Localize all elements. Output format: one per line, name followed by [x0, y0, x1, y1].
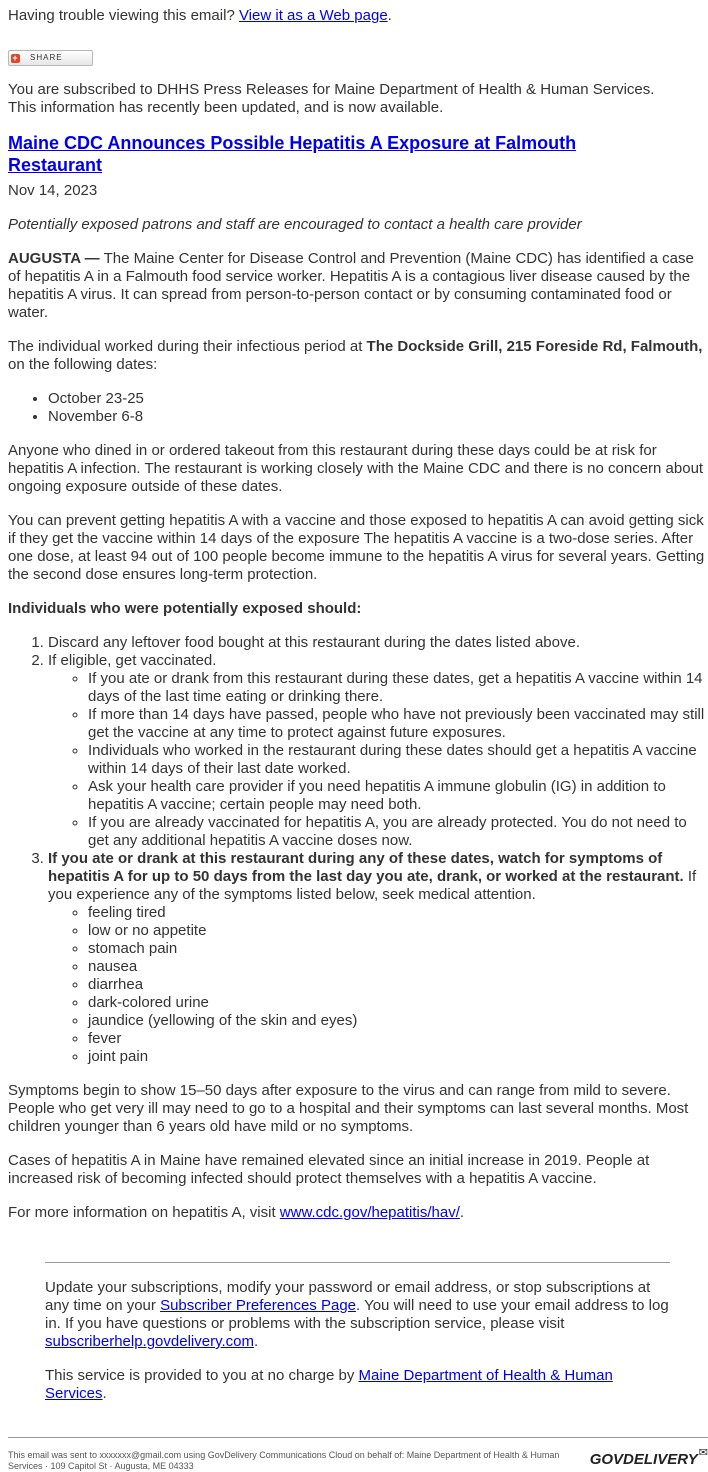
bottom-bar	[8, 1437, 708, 1472]
subscription-notice	[8, 81, 708, 117]
list-item: ◦ If more than 14 days have passed, people who have not previously been vaccinated may still get the vaccine at any time to protect against future exposures.	[88, 706, 708, 742]
list-item: ◦ dark-colored urine	[88, 994, 708, 1012]
list-item: ◦ If you ate or drank from this restaurant during these dates, get a hepatitis A vaccine within 14 days of the last time eating or drinking there.	[88, 670, 708, 706]
subscriber-preferences-link[interactable]: Subscriber Preferences Page	[160, 1297, 356, 1314]
dateline: AUGUSTA —	[8, 250, 100, 267]
envelope-icon: ✉	[698, 1447, 708, 1459]
article-tagline: Potentially exposed patrons and staff are encouraged to contact a health care provider	[8, 216, 582, 233]
share-button[interactable]	[8, 50, 93, 66]
more-info-period: .	[459, 1204, 465, 1221]
logo-text: GOVDELIVERY	[589, 1451, 698, 1468]
subscription-line-1: You are subscribed to DHHS Press Releases for Maine Department of Health & Human Services.	[8, 81, 655, 98]
symptoms-list	[48, 904, 708, 1066]
steps-heading: Individuals who were potentially exposed should:	[8, 600, 362, 617]
service-period: .	[102, 1385, 107, 1402]
lead-paragraph	[8, 250, 706, 322]
list-item: ◦ jaundice (yellowing of the skin and eyes)	[88, 1012, 708, 1030]
article-date: Nov 14, 2023	[8, 182, 98, 199]
list-item: • November 6-8	[48, 408, 708, 426]
list-item: ◦ If you are already vaccinated for hepatitis A, you are already protected. You do not need to get any additional hepatitis A vaccine doses now.	[88, 814, 708, 850]
list-item: • October 23-25	[48, 390, 708, 408]
more-info-paragraph	[8, 1204, 706, 1222]
subscription-line-2: This information has recently been updated, and is now available.	[8, 99, 444, 116]
cdc-hepatitis-link[interactable]: www.cdc.gov/hepatitis/hav/	[279, 1204, 460, 1221]
list-item: ◦ Ask your health care provider if you need hepatitis A immune globulin (IG) in addition to hepatitis A vaccine; certain people may need both.	[88, 778, 708, 814]
subscriber-help-link[interactable]: subscriberhelp.govdelivery.com	[45, 1333, 254, 1350]
update-text: Update your subscriptions, modify your password or email address, or stop subscriptions at any time on your	[45, 1279, 651, 1314]
list-item: ◦ Individuals who worked in the restaurant during these dates should get a hepatitis A vaccine within 14 days of their last date worked.	[88, 742, 708, 778]
trouble-line	[8, 0, 708, 25]
sent-to-text: This email was sent to xxxxxxx@gmail.com using GovDelivery Communications Cloud on behalf of: Maine Department of Health & Human Services · 109 Capitol St · Augusta, ME 04333	[8, 1450, 560, 1471]
list-item: ◦ diarrhea	[88, 976, 708, 994]
step-bold-text: If you ate or drank at this restaurant during any of these dates, watch for symptoms of hepatitis A for up to 50 days from the last day you ate, drank, or worked at the restaurant.	[48, 850, 684, 885]
list-item: ◦ stomach pain	[88, 940, 708, 958]
step-item: 1. Discard any leftover food bought at this restaurant during the dates listed above.	[48, 634, 708, 652]
view-web-link[interactable]: View it as a Web page	[238, 7, 388, 24]
worked-pre: The individual worked during their infectious period at	[8, 338, 367, 355]
restaurant-address: The Dockside Grill, 215 Foreside Rd, Falmouth,	[366, 338, 703, 355]
subscription-footer	[45, 1262, 670, 1403]
list-item: ◦ low or no appetite	[88, 922, 708, 940]
list-item: ◦ nausea	[88, 958, 708, 976]
risk-paragraph: Anyone who dined in or ordered takeout from this restaurant during these days could be at risk for hepatitis A infection. The restaurant is working closely with the Maine CDC and there is no concern about ongoing exposure outside of these dates.	[8, 442, 704, 495]
service-text: This service is provided to you at no charge by	[45, 1367, 359, 1384]
cases-paragraph: Cases of hepatitis A in Maine have remained elevated since an initial increase in 2019. People at increased risk of becoming infected should protect themselves with a hepatitis A vaccine.	[8, 1152, 650, 1187]
share-plus-icon: +	[12, 52, 19, 63]
worked-paragraph	[8, 338, 706, 374]
service-paragraph	[45, 1367, 670, 1403]
exposure-dates-list	[8, 390, 708, 426]
step-text: If eligible, get vaccinated.	[48, 652, 217, 669]
more-info-text: For more information on hepatitis A, visit	[8, 1204, 280, 1221]
symptoms-paragraph: Symptoms begin to show 15–50 days after exposure to the virus and can range from mild to severe. People who get very ill may need to go to a hospital and their symptoms can last several months. Most children younger than 6 years old have mild or no symptoms.	[8, 1082, 689, 1135]
vaccination-sublist	[48, 670, 708, 850]
list-item: ◦ feeling tired	[88, 904, 708, 922]
list-item: ◦ fever	[88, 1030, 708, 1048]
step-item	[48, 652, 708, 850]
vaccine-paragraph: You can prevent getting hepatitis A with a vaccine and those exposed to hepatitis A can avoid getting sick if they get the vaccine within 14 days of the exposure The hepatitis A vaccine is a two-dose series. After one dose, at least 94 out of 100 people become immune to the hepatitis A virus for several years. Getting the second dose ensures long-term protection.	[8, 512, 705, 583]
step-item	[48, 850, 708, 1066]
lead-text: The Maine Center for Disease Control and Prevention (Maine CDC) has identified a case of hepatitis A in a Falmouth food service worker. Hepatitis A is a contagious liver disease caused by the hepatitis A virus. It can spread from person-to-person contact or by consuming contaminated food or water.	[8, 250, 694, 321]
share-label: SHARE	[30, 53, 63, 62]
article-title-link[interactable]: Maine CDC Announces Possible Hepatitis A Exposure at Falmouth Restaurant	[8, 133, 577, 175]
trouble-text: Having trouble viewing this email?	[8, 7, 239, 24]
update-period: .	[253, 1333, 259, 1350]
steps-list	[8, 634, 708, 1066]
worked-post: on the following dates:	[8, 356, 158, 373]
list-item: ◦ joint pain	[88, 1048, 708, 1066]
update-text-mid: . You will need to use your email address to log in. If you have questions or problems with the subscription service, please visit	[45, 1297, 669, 1332]
maine-dhhs-link[interactable]: Maine Department of Health & Human Services	[45, 1367, 613, 1402]
step-text: If you experience any of the symptoms listed below, seek medical attention.	[48, 868, 697, 903]
update-paragraph	[45, 1279, 670, 1351]
trouble-period: .	[387, 7, 392, 24]
govdelivery-logo[interactable]	[589, 1447, 708, 1468]
